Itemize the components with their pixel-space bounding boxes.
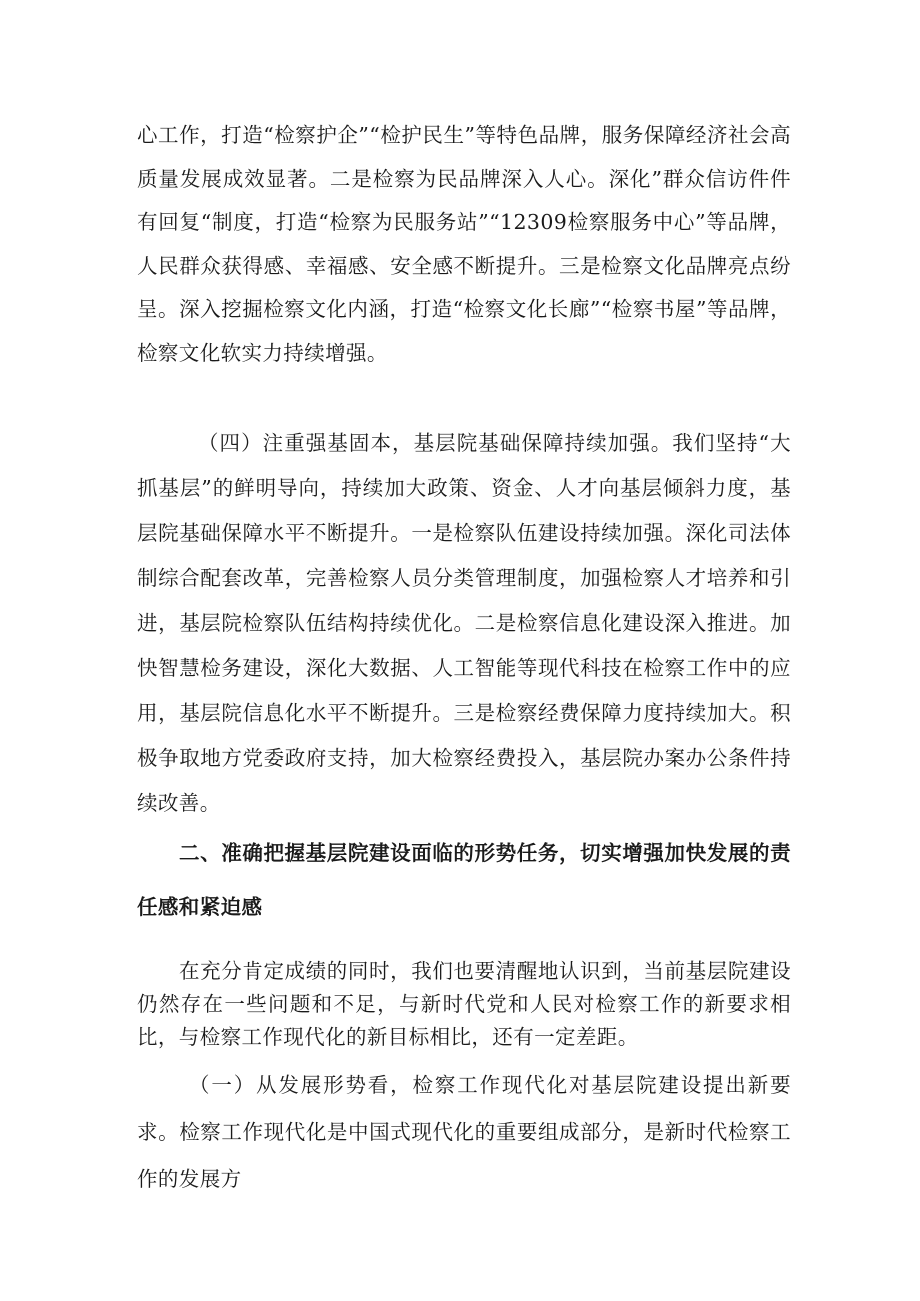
- section-heading-two: 二、准确把握基层院建设面临的形势任务，切实增强加快发展的责任感和紧迫感: [137, 841, 791, 919]
- body-paragraph-shortcomings: 在充分肯定成绩的同时，我们也要清醒地认识到，当前基层院建设仍然存在一些问题和不足，与新时代党和人民对检察工作的新要求相比，与检察工作现代化的新目标相比，还有一定差距。: [137, 959, 791, 1049]
- body-paragraph-grassroots-foundation: （四）注重强基固本，基层院基础保障持续加强。我们坚持“大抓基层”的鲜明导向，持续加大政策、资金、人才向基层倾斜力度，基层院基础保障水平不断提升。一是检察队伍建设持续加强。深化司法体制综合配套改革，完善检察人员分类管理制度，加强检察人才培养和引进，基层院检察队伍结构持续优化。二是检察信息化建设深入推进。加快智慧检务建设，深化大数据、人工智能等现代科技在检察工作中的应用，基层院信息化水平不断提升。三是检察经费保障力度持续加大。积极争取地方党委政府支持，加大检察经费投入，基层院办案办公条件持续改善。: [137, 431, 791, 815]
- body-paragraph-brand-building: 心工作，打造“检察护企”“检护民生”等特色品牌，服务保障经济社会高质量发展成效显著。二是检察为民品牌深入人心。深化”群众信访件件有回复“制度，打造“检察为民服务站”“12309检察服务中心”等品牌，人民群众获得感、幸福感、安全感不断提升。三是检察文化品牌亮点纷呈。深入挖掘检察文化内涵，打造“检察文化长廊”“检察书屋”等品牌，检察文化软实力持续增强。: [137, 123, 791, 365]
- body-paragraph-development-situation: （一）从发展形势看，检察工作现代化对基层院建设提出新要求。检察工作现代化是中国式现代化的重要组成部分，是新时代检察工作的发展方: [137, 1073, 791, 1191]
